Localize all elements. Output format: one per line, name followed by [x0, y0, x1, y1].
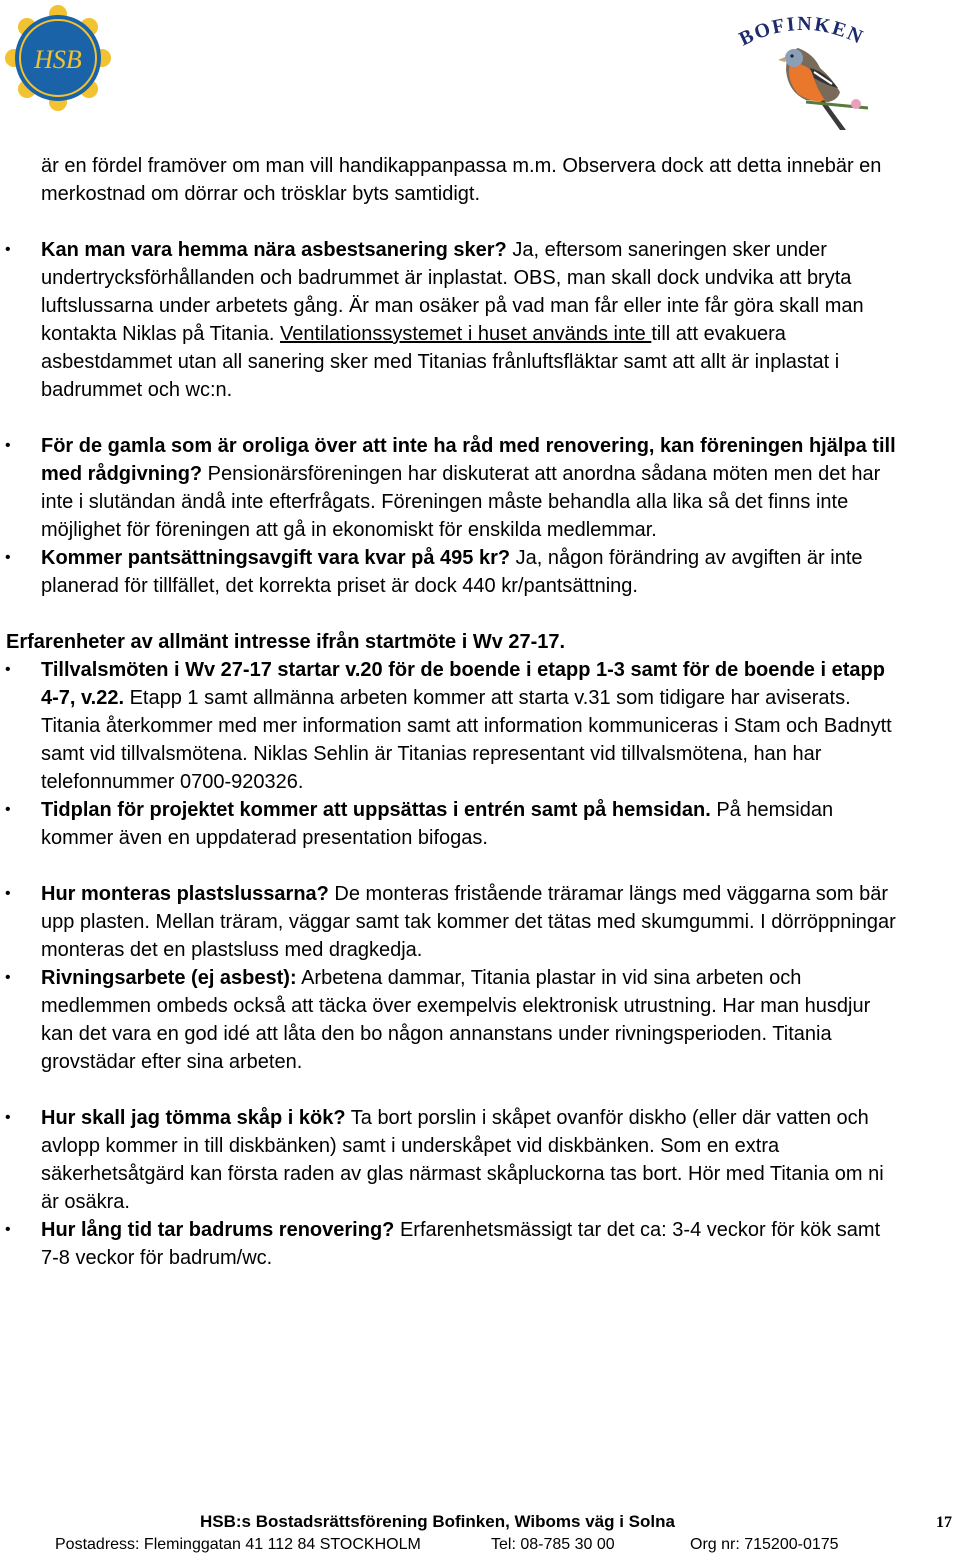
footer-org-number: Org nr: 715200-0175 [690, 1536, 839, 1553]
list-item [0, 964, 960, 1076]
list-item [0, 1104, 960, 1216]
bofinken-logo-text: BOFINKEN [735, 12, 868, 51]
list-item-answer: Arbetena dammar, Titania plastar in vid sina arbeten och medlemmen ombeds också att täcka över exempelvis elektronisk utrustning. Har man husdjur kan det vara en god idé att låta den bo någon annanstans under rivningsperioden. Titania grovstädar efter sina arbeten. [41, 967, 871, 1073]
list-item-question: Kan man vara hemma nära asbestsanering sker? [41, 239, 507, 261]
list-item-answer: Etapp 1 samt allmänna arbeten kommer att starta v.31 som tidigare har aviserats. Titania återkommer med mer information samt att information kommuniceras i Stam och Badnytt samt vid tillvalsmötena. Niklas Sehlin är Titanias representant vid tillvalsmötena, han har telefonnummer 0700-920326. [41, 687, 892, 793]
hsb-logo [4, 4, 112, 112]
list-item-answer-cont: till att evakuera asbestdammet utan all sanering sker med Titanias frånluftsfläktar samt att allt är inplastat i badrummet och wc:n. [41, 323, 840, 401]
list-item-question: För de gamla som är oroliga över att inte ha råd med renovering, kan föreningen hjälpa till med rådgivning? [41, 435, 896, 485]
footer-title: HSB:s Bostadsrättsförening Bofinken, Wiboms väg i Solna [200, 1512, 675, 1531]
intro-paragraph [41, 152, 960, 208]
bullet-list-4 [0, 1104, 960, 1272]
bofinken-logo [728, 8, 878, 134]
list-item [0, 880, 960, 964]
list-item-question: Hur lång tid tar badrums renovering? [41, 1219, 395, 1241]
bullet-list-1b [0, 432, 960, 600]
list-item [0, 656, 960, 796]
list-item-underlined: Ventilationssystemet i huset används inte [280, 323, 652, 345]
list-item-answer: Ta bort porslin i skåpet ovanför diskho (eller där vatten och avlopp kommer in till diskbänken) samt i underskåpet vid diskbänken. Som en extra säkerhetsåtgärd kan första raden av glas närmast skåpluckorna tas bort. Hör med Titania om ni är osäkra. [41, 1107, 884, 1213]
list-item-answer: Pensionärsföreningen har diskuterat att anordna sådana möten men det har inte i slutändan ändå inte efterfrågats. Föreningen måste behandla alla lika så det finns inte möjlighet för föreningen att gå in ekonomiskt för enskilda medlemmar. [41, 463, 881, 541]
bullet-list-3 [0, 880, 960, 1076]
bullet-list-2 [0, 656, 960, 852]
list-item [0, 432, 960, 544]
list-item-question: Rivningsarbete (ej asbest): [41, 967, 297, 989]
list-item-question: Hur skall jag tömma skåp i kök? [41, 1107, 346, 1129]
list-item-answer: På hemsidan kommer även en uppdaterad presentation bifogas. [41, 799, 834, 849]
list-item [0, 544, 960, 600]
list-item-question: Tillvalsmöten i Wv 27-17 startar v.20 för de boende i etapp 1-3 samt för de boende i etapp 4-7, v.22. [41, 659, 885, 709]
footer-phone: Tel: 08-785 30 00 [491, 1536, 615, 1553]
list-item [0, 236, 960, 404]
intro-text: är en fördel framöver om man vill handikappanpassa m.m. Observera dock att detta innebär en merkostnad om dörrar och trösklar byts samtidigt. [41, 155, 882, 205]
list-item-answer: Ja, eftersom saneringen sker under undertrycksförhållanden och badrummet är inplastat. OBS, man skall dock undvika att bryta luftslussarna under arbetets gång. Är man osäker på vad man får eller inte får göra skall man kontakta Niklas på Titania. [41, 239, 864, 345]
list-item-question: Kommer pantsättningsavgift vara kvar på 495 kr? [41, 547, 511, 569]
list-item-answer: Erfarenhetsmässigt tar det ca: 3-4 veckor för kök samt 7-8 veckor för badrum/wc. [41, 1219, 881, 1269]
list-item-question: Hur monteras plastslussarna? [41, 883, 329, 905]
list-item-question: Tidplan för projektet kommer att uppsättas i entrén samt på hemsidan. [41, 799, 711, 821]
list-item-answer: Ja, någon förändring av avgiften är inte planerad för tillfället, det korrekta priset är dock 440 kr/pantsättning. [41, 547, 863, 597]
svg-text:BOFINKEN [736, 13, 868, 51]
list-item [0, 1216, 960, 1272]
list-item-answer: De monteras fristående träramar längs med väggarna som bär upp plasten. Mellan träram, väggar samt tak kommer det tätas med skumgummi. I dörröppningar monteras det en plastsluss med dragkedja. [41, 883, 896, 961]
list-item [0, 796, 960, 852]
bullet-list-1 [0, 236, 960, 404]
document-body [0, 152, 960, 1272]
hsb-logo-text: HSB [34, 45, 82, 74]
footer-address: Postadress: Fleminggatan 41 112 84 STOCKHOLM [55, 1536, 421, 1553]
bird-icon [778, 48, 868, 130]
section-heading: Erfarenheter av allmänt intresse ifrån startmöte i Wv 27-17. [6, 631, 566, 653]
page-number: 17 [936, 1514, 952, 1531]
